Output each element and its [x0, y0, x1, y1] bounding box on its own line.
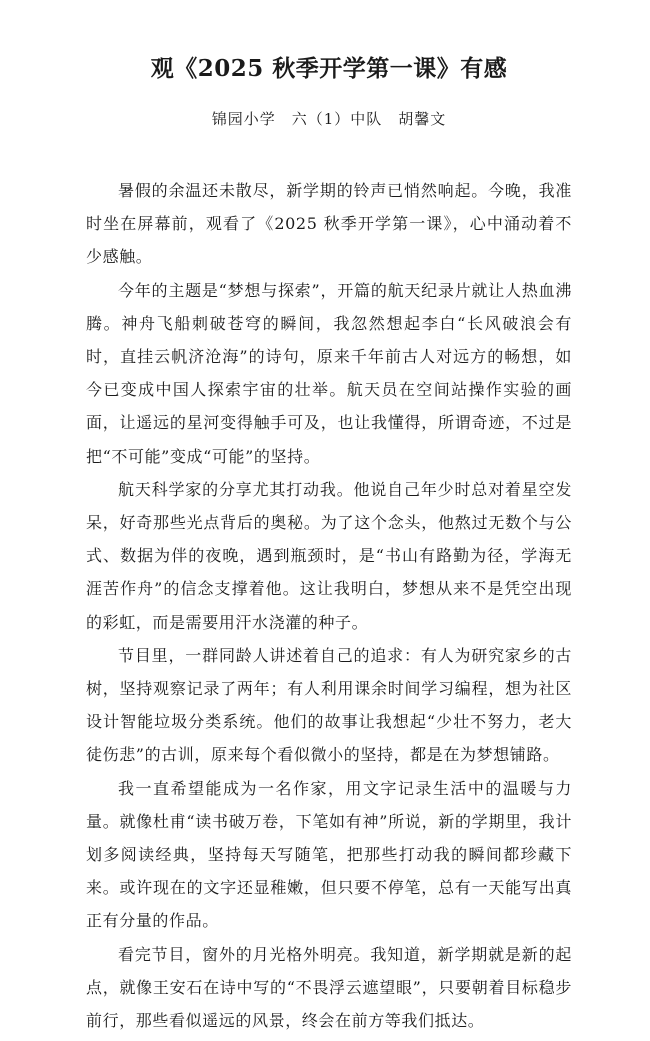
byline — [86, 108, 572, 130]
paragraph-2: 今年的主题是“梦想与探索”，开篇的航天纪录片就让人热血沸腾。神舟飞船刺破苍穹的瞬间，我忽然想起李白“长风破浪会有时，直挂云帆济沧海”的诗句，原来千年前古人对远方的畅想，如今已变成中国人探索宇宙的壮举。航天员在空间站操作实验的画面，让遥远的星河变得触手可及，也让我懂得，所谓奇迹，不过是把“不可能”变成“可能”的坚持。 — [86, 280, 572, 466]
essay-body — [86, 174, 572, 1037]
paragraph-5: 我一直希望能成为一名作家，用文字记录生活中的温暖与力量。就像杜甫“读书破万卷，下笔如有神”所说，新的学期里，我计划多阅读经典，坚持每天写随笔，把那些打动我的瞬间都珍藏下来。或许现在的文字还显稚嫩，但只要不停笔，总有一天能写出真正有分量的作品。 — [86, 778, 572, 931]
essay-title: 观《2025 秋季开学第一课》有感 — [150, 55, 508, 82]
paragraph-1: 暑假的余温还未散尽，新学期的铃声已悄然响起。今晚，我准时坐在屏幕前，观看了《2025 秋季开学第一课》，心中涌动着不少感触。 — [86, 181, 572, 267]
paragraph-4: 节目里，一群同龄人讲述着自己的追求：有人为研究家乡的古树，坚持观察记录了两年；有人利用课余时间学习编程，想为社区设计智能垃圾分类系统。他们的故事让我想起“少壮不努力，老大徒伤悲”的古训，原来每个看似微小的坚持，都是在为梦想铺路。 — [86, 645, 572, 765]
class-name: 六（1）中队 — [291, 110, 383, 128]
author-name: 胡馨文 — [398, 110, 447, 128]
paragraph-6: 看完节目，窗外的月光格外明亮。我知道，新学期就是新的起点，就像王安石在诗中写的“不畏浮云遮望眼”，只要朝着目标稳步前行，那些看似遥远的风景，终会在前方等我们抵达。 — [86, 944, 572, 1031]
paragraph-3: 航天科学家的分享尤其打动我。他说自己年少时总对着星空发呆，好奇那些光点背后的奥秘。为了这个念头，他熬过无数个与公式、数据为伴的夜晚，遇到瓶颈时，是“书山有路勤为径，学海无涯苦作舟”的信念支撑着他。这让我明白，梦想从来不是凭空出现的彩虹，而是需要用汗水浇灌的种子。 — [86, 479, 572, 632]
school-name: 锦园小学 — [211, 110, 276, 128]
